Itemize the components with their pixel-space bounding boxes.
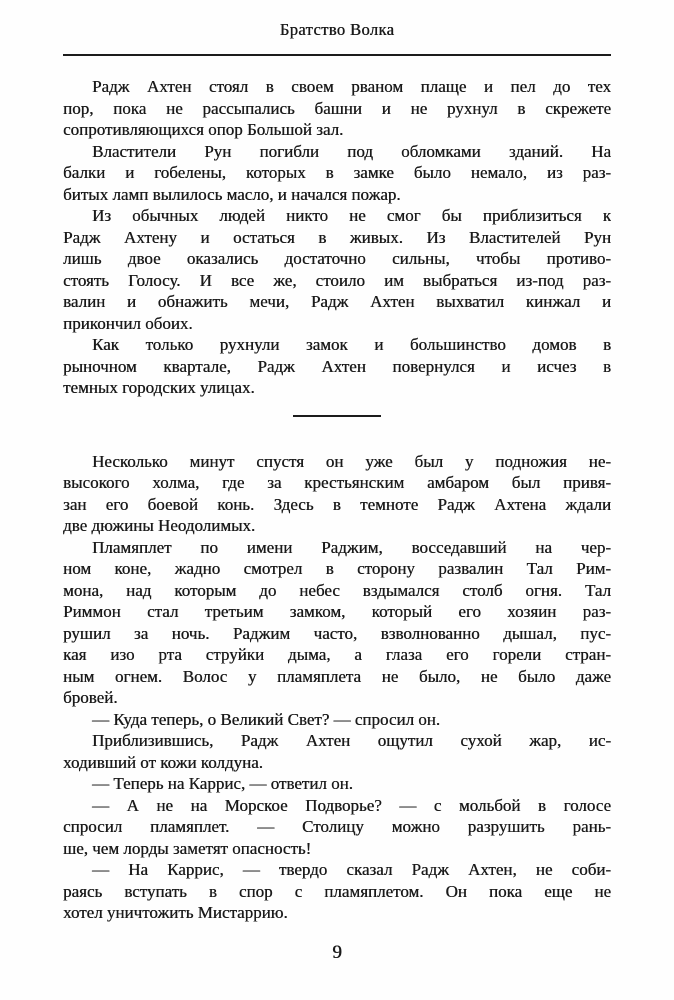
text-line: высокого холма, где за крестьянским амбаром был привя- (63, 473, 611, 492)
text-line: рушил за ночь. Раджим часто, взволнованно дышал, пус- (63, 623, 611, 643)
text-line: темных городских улицах. (63, 378, 255, 397)
text-line: ше, чем лорды заметят опасность! (63, 838, 312, 858)
text-line: Приблизившись, Радж Ахтен ощутил сухой жар, ис- (92, 731, 611, 750)
text-line: бровей. (63, 688, 118, 707)
paragraph (63, 205, 611, 334)
header-rule (63, 54, 611, 56)
text-line: рыночном квартале, Радж Ахтен повернулся и исчез в (63, 356, 611, 376)
text-line: стоять Голосу. И все же, стоило им выбраться из-под раз- (63, 270, 611, 290)
paragraph (63, 76, 611, 141)
text-section (63, 451, 611, 924)
text-section (63, 76, 611, 399)
paragraph (63, 334, 611, 399)
text-line: пор, пока не рассыпались башни и не рухнул в скрежете (63, 98, 611, 118)
text-line: Несколько минут спустя он уже был у подножия не- (92, 451, 611, 471)
text-line: Из обычных людей никто не смог бы приблизиться к (92, 206, 611, 225)
running-header (0, 20, 674, 40)
text-line: — Теперь на Каррис, — ответил он. (92, 774, 353, 793)
text-line: хотел уничтожить Мистаррию. (63, 903, 288, 922)
paragraph (63, 795, 611, 860)
section-divider (293, 415, 381, 417)
text-line: лишь двое оказались достаточно сильны, чтобы противо- (63, 249, 611, 268)
text-line: Властители Рун погибли под обломками зданий. На (92, 141, 611, 161)
text-line: кая изо рта струйки дыма, а глаза его горели стран- (63, 645, 611, 664)
text-line: прикончил обоих. (63, 313, 193, 333)
text-line: сопротивляющихся опор Большой зал. (63, 120, 344, 139)
text-line: — На Каррис, — твердо сказал Радж Ахтен, не соби- (92, 860, 611, 879)
text-line: зан его боевой конь. Здесь в темноте Радж Ахтена ждали (63, 494, 611, 514)
text-line: ном коне, жадно смотрел в сторону развалин Тал Рим- (63, 559, 611, 578)
text-line: Пламяплет по имени Раджим, восседавший на чер- (92, 537, 611, 557)
running-header-title: Братство Волка (279, 20, 395, 39)
text-line: Радж Ахтену и остаться в живых. Из Властителей Рун (63, 227, 611, 247)
text-line: балки и гобелены, которых в замке было немало, из раз- (63, 163, 611, 182)
paragraph (63, 537, 611, 709)
paragraph (63, 859, 611, 924)
text-line: Риммон стал третьим замком, который его хозяин раз- (63, 602, 611, 621)
text-line: — Куда теперь, о Великий Свет? — спросил он. (92, 709, 441, 729)
text-line: валин и обнажить мечи, Радж Ахтен выхватил кинжал и (63, 292, 611, 311)
text-line: спросил пламяплет. — Столицу можно разрушить рань- (63, 817, 611, 836)
paragraph (63, 709, 611, 731)
page-number: 9 (332, 942, 342, 963)
text-line: Радж Ахтен стоял в своем рваном плаще и пел до тех (92, 77, 611, 96)
paragraph (63, 451, 611, 537)
text-line: битых ламп вылилось масло, и начался пожар. (63, 184, 401, 204)
text-line: ным огнем. Волос у пламяплета не было, не было даже (63, 666, 611, 686)
paragraph (63, 730, 611, 773)
text-line: Как только рухнули замок и большинство домов в (92, 335, 611, 354)
text-line: — А не на Морское Подворье? — с мольбой в голосе (92, 795, 611, 815)
text-line: две дюжины Неодолимых. (63, 516, 256, 535)
text-line: ходивший от кожи колдуна. (63, 752, 263, 772)
text-line: мона, над которым до небес вздымался столб огня. Тал (63, 580, 611, 600)
paragraph (63, 773, 611, 795)
paragraph (63, 141, 611, 206)
text-line: раясь вступать в спор с пламяплетом. Он пока еще не (63, 881, 611, 901)
page-body (63, 76, 611, 924)
